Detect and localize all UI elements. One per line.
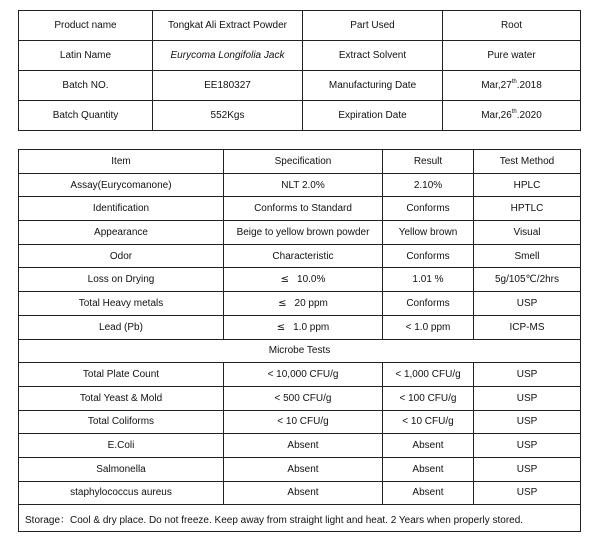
method-cell: Smell (474, 244, 581, 268)
spec-cell: ≤ 1.0 ppm (224, 315, 383, 339)
table-row (19, 315, 581, 339)
method-cell: HPLC (474, 173, 581, 197)
result-cell: 2.10% (383, 173, 474, 197)
item-cell: Odor (19, 244, 224, 268)
item-cell: Appearance (19, 221, 224, 245)
table-row (19, 244, 581, 268)
spec-cell: ≤ 10.0% (224, 268, 383, 292)
item-cell: Salmonella (19, 457, 224, 481)
result-cell: Absent (383, 434, 474, 458)
product-name-label: Product name (19, 11, 153, 41)
batch-no-label: Batch NO. (19, 71, 153, 101)
microbe-tests-heading: Microbe Tests (19, 339, 581, 363)
table-row (19, 197, 581, 221)
header-row (19, 150, 581, 174)
method-cell: ICP-MS (474, 315, 581, 339)
item-cell: Identification (19, 197, 224, 221)
result-cell: Conforms (383, 292, 474, 316)
item-cell: Assay(Eurycomanone) (19, 173, 224, 197)
spec-cell: Absent (224, 481, 383, 505)
batch-quantity-label: Batch Quantity (19, 101, 153, 131)
batch-no-value: EE180327 (153, 71, 303, 101)
spec-cell: Beige to yellow brown powder (224, 221, 383, 245)
extract-solvent-value: Pure water (443, 41, 581, 71)
spec-cell: < 10 CFU/g (224, 410, 383, 434)
method-cell: USP (474, 292, 581, 316)
item-cell: staphylococcus aureus (19, 481, 224, 505)
result-cell: Absent (383, 481, 474, 505)
storage-note: Storage：Cool & dry place. Do not freeze. Keep away from straight light and heat. 2 Years when properly stored. (19, 505, 581, 532)
table-row (19, 71, 581, 101)
spec-cell: Characteristic (224, 244, 383, 268)
table-row (19, 292, 581, 316)
result-cell: < 1,000 CFU/g (383, 363, 474, 387)
table-row (19, 457, 581, 481)
method-cell: USP (474, 386, 581, 410)
method-cell: 5g/105℃/2hrs (474, 268, 581, 292)
method-cell: USP (474, 434, 581, 458)
table-row (19, 434, 581, 458)
result-cell: < 10 CFU/g (383, 410, 474, 434)
storage-row (19, 505, 581, 532)
batch-quantity-value: 552Kgs (153, 101, 303, 131)
result-cell: Conforms (383, 197, 474, 221)
result-cell: 1.01 % (383, 268, 474, 292)
table-row (19, 268, 581, 292)
result-cell: < 1.0 ppm (383, 315, 474, 339)
product-info-table (18, 10, 581, 131)
table-row (19, 101, 581, 131)
method-cell: Visual (474, 221, 581, 245)
manufacturing-date-value: Mar,27th.2018 (443, 71, 581, 101)
spec-cell: NLT 2.0% (224, 173, 383, 197)
result-cell: Yellow brown (383, 221, 474, 245)
spec-cell: ≤ 20 ppm (224, 292, 383, 316)
manufacturing-date-label: Manufacturing Date (303, 71, 443, 101)
table-row (19, 11, 581, 41)
expiration-date-label: Expiration Date (303, 101, 443, 131)
table-row (19, 481, 581, 505)
part-used-value: Root (443, 11, 581, 41)
spec-cell: Absent (224, 457, 383, 481)
column-header-result: Result (383, 150, 474, 174)
item-cell: Lead (Pb) (19, 315, 224, 339)
section-row (19, 339, 581, 363)
expiration-date-value: Mar,26th.2020 (443, 101, 581, 131)
method-cell: USP (474, 410, 581, 434)
spec-cell: < 500 CFU/g (224, 386, 383, 410)
part-used-label: Part Used (303, 11, 443, 41)
method-cell: HPTLC (474, 197, 581, 221)
method-cell: USP (474, 481, 581, 505)
spec-cell: Conforms to Standard (224, 197, 383, 221)
item-cell: Total Coliforms (19, 410, 224, 434)
table-row (19, 221, 581, 245)
item-cell: Loss on Drying (19, 268, 224, 292)
table-row (19, 363, 581, 387)
less-equal-symbol: ≤ (280, 274, 290, 286)
item-cell: Total Plate Count (19, 363, 224, 387)
item-cell: Total Yeast & Mold (19, 386, 224, 410)
item-cell: Total Heavy metals (19, 292, 224, 316)
result-cell: Absent (383, 457, 474, 481)
method-cell: USP (474, 457, 581, 481)
column-header-test-method: Test Method (474, 150, 581, 174)
column-header-item: Item (19, 150, 224, 174)
latin-name-value: Eurycoma Longifolia Jack (153, 41, 303, 71)
less-equal-symbol: ≤ (276, 321, 286, 333)
table-row (19, 41, 581, 71)
spec-cell: Absent (224, 434, 383, 458)
method-cell: USP (474, 363, 581, 387)
result-cell: < 100 CFU/g (383, 386, 474, 410)
column-header-specification: Specification (224, 150, 383, 174)
result-cell: Conforms (383, 244, 474, 268)
item-cell: E.Coli (19, 434, 224, 458)
product-name-value: Tongkat Ali Extract Powder (153, 11, 303, 41)
spec-cell: < 10,000 CFU/g (224, 363, 383, 387)
table-row (19, 173, 581, 197)
extract-solvent-label: Extract Solvent (303, 41, 443, 71)
less-equal-symbol: ≤ (278, 297, 287, 309)
table-row (19, 410, 581, 434)
latin-name-label: Latin Name (19, 41, 153, 71)
specification-table (18, 149, 581, 532)
table-row (19, 386, 581, 410)
